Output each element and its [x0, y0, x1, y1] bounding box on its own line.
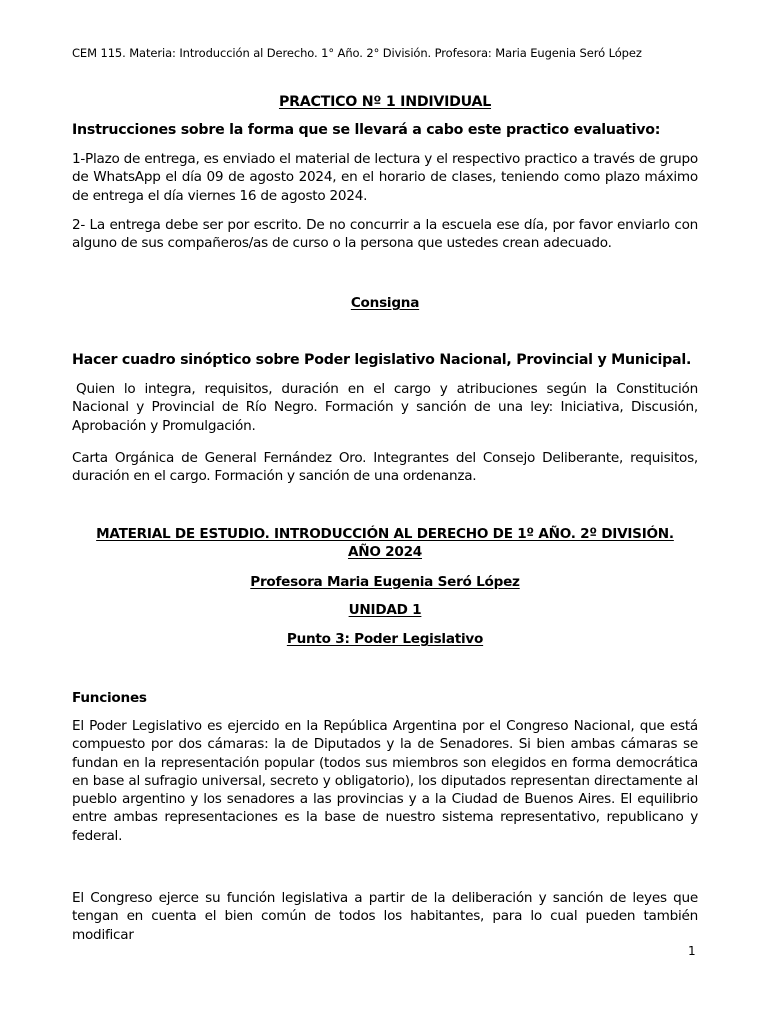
unit-title: UNIDAD 1 — [348, 602, 422, 618]
consigna-title: Consigna — [350, 295, 420, 311]
consigna-task: Hacer cuadro sinóptico sobre Poder legislativo Nacional, Provincial y Municipal. — [72, 352, 692, 368]
functions-paragraph-1: El Poder Legislativo es ejercido en la República Argentina por el Congreso Nacional, que está compuesto por dos cámaras: la de Diputados y la de Senadores. Si bien ambas cámaras se fundan en la representación popular (todos sus miembros son elegidos en forma democrática en base al sufragio universal, secreto y obligatorio), los diputados representan directamente al pueblo argentino y los senadores a las provincias y a la Ciudad de Buenos Aires. El equilibrio entre ambas representaciones es la base de nuestro sistema representativo, republicano y federal. — [72, 718, 698, 844]
functions-heading: Funciones — [72, 690, 147, 706]
consigna-paragraph-2: Carta Orgánica de General Fernández Oro. Integrantes del Consejo Deliberante, requisitos, duración en el cargo. Formación y sanción de una ordenanza. — [72, 450, 698, 485]
consigna-paragraph-1: Quien lo integra, requisitos, duración en el cargo y atribuciones según la Constitución Nacional y Provincial de Río Negro. Formación y sanción de una ley: Iniciativa, Discusión, Aprobación y Promulgación. — [72, 381, 698, 434]
document-page — [72, 0, 698, 1024]
material-professor: Profesora Maria Eugenia Seró López — [250, 574, 520, 590]
instruction-item-2: 2- La entrega debe ser por escrito. De no concurrir a la escuela ese día, por favor enviarlo con alguno de sus compañeros/as de curso o la persona que ustedes crean adecuado. — [72, 217, 698, 252]
functions-paragraph-2: El Congreso ejerce su función legislativa a partir de la deliberación y sanción de leyes que tengan en cuenta el bien común de todos los habitantes, para lo cual pueden también modificar — [72, 890, 698, 943]
instructions-heading: Instrucciones sobre la forma que se llevará a cabo este practico evaluativo: — [72, 122, 661, 138]
practico-title: PRACTICO Nº 1 INDIVIDUAL — [278, 94, 492, 110]
point-title: Punto 3: Poder Legislativo — [286, 631, 484, 647]
page-number: 1 — [688, 944, 696, 958]
material-title: MATERIAL DE ESTUDIO. INTRODUCCIÓN AL DERECHO DE 1º AÑO. 2º DIVISIÓN. AÑO 2024 — [96, 526, 674, 561]
instruction-item-1: 1-Plazo de entrega, es enviado el material de lectura y el respectivo practico a través de grupo de WhatsApp el día 09 de agosto 2024, en el horario de clases, teniendo como plazo máximo de entrega el día viernes 16 de agosto 2024. — [72, 151, 698, 204]
page-header: CEM 115. Materia: Introducción al Derecho. 1° Año. 2° División. Profesora: Maria Eugenia Seró López — [72, 46, 642, 60]
